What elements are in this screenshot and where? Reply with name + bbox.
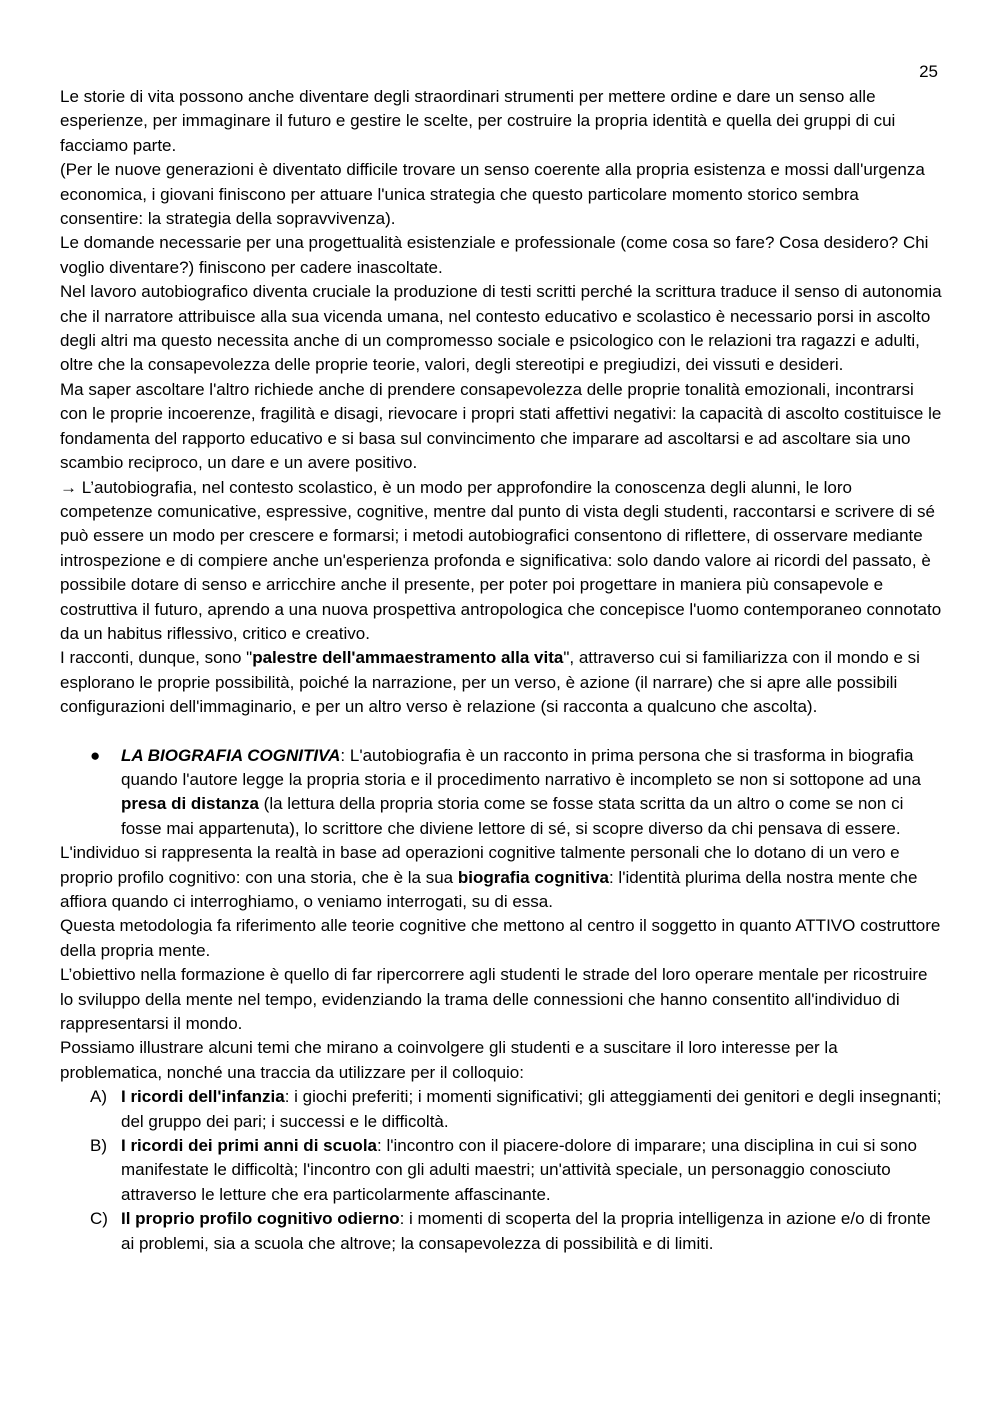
theme-item-b (60, 1134, 942, 1207)
theme-text: : i giochi preferiti; i momenti significativi; gli atteggiamenti dei genitori e degli insegnanti; del gruppo dei pari; i successi e le difficoltà. (121, 1087, 942, 1131)
paragraph-metodologia: Questa metodologia fa riferimento alle teorie cognitive che mettono al centro il soggetto in quanto ATTIVO costruttore della propria mente. (60, 916, 941, 960)
paragraph-domande: Le domande necessarie per una progettualità esistenziale e professionale (come cosa so fare? Cosa desidero? Chi voglio diventare?) finiscono per cadere inascoltate. (60, 233, 929, 277)
paragraph-nuove-generazioni: (Per le nuove generazioni è diventato difficile trovare un senso coerente alla propria esistenza e mossi dall'urgenza economica, i giovani finiscono per attuare l'unica strategia che questo particolare momento storico sembra consentire: la strategia della sopravvivenza). (60, 160, 925, 229)
theme-marker: C) (90, 1209, 108, 1229)
individuo-text-after: : l'identità plurima della nostra mente che affiora quando ci interroghiamo, o veniamo interrogati, su di essa. (60, 867, 918, 911)
theme-item-c (60, 1207, 942, 1256)
bullet-title: LA BIOGRAFIA COGNITIVA (121, 745, 341, 765)
racconti-text-after: ", attraverso cui si familiarizza con il mondo e si esplorano le proprie possibilità, poiché la narrazione, per un verso, è azione (il narrare) che si apre alle possibili configurazioni dell'immaginario, e per un altro verso è relazione (si racconta a qualcuno che ascolta). (60, 648, 920, 717)
bullet-list (60, 744, 942, 842)
themes-list (60, 1085, 942, 1256)
theme-title: I ricordi dell'infanzia (121, 1087, 285, 1107)
theme-marker: A) (90, 1087, 107, 1107)
paragraph-lavoro-autobiografico: Nel lavoro autobiografico diventa cruciale la produzione di testi scritti perché la scrittura traduce il senso di autonomia che il narratore attribuisce alla sua vicenda umana, nel contesto educativo e scolastico è necessario porsi in ascolto degli altri ma questo necessita anche di un compromesso sociale e psicologico con le relazioni tra ragazzi e adulti, oltre che la consapevolezza delle proprie teorie, valori, degli stereotipi e pregiudizi, dei vissuti e desideri. (60, 282, 942, 375)
theme-item-a (60, 1085, 942, 1134)
theme-title: I ricordi dei primi anni di scuola (121, 1136, 377, 1156)
paragraph-temi: Possiamo illustrare alcuni temi che mirano a coinvolgere gli studenti e a suscitare il loro interesse per la problematica, nonché una traccia da utilizzare per il colloquio: (60, 1038, 838, 1082)
bullet-bold: presa di distanza (121, 794, 259, 814)
paragraph-racconti (60, 646, 942, 719)
bullet-text-2: (la lettura della propria storia come se fosse stata scritta da un altro o come se non ci fosse mai appartenuta), lo scrittore che diviene lettore di sé, si scopre diverso da chi pensava di essere. (121, 794, 904, 838)
theme-text: : i momenti di scoperta del la propria intelligenza in azione e/o di fronte ai problemi, sia a scuola che altrove; la consapevolezza di possibilità e di limiti. (121, 1209, 931, 1253)
paragraph-autobiografia-scolastica: → L’autobiografia, nel contesto scolastico, è un modo per approfondire la conoscenza degli alunni, le loro competenze comunicative, espressive, cognitive, mentre dal punto di vista degli studenti, raccontarsi e scrivere di sé può essere un modo per crescere e formarsi; i metodi autobiografici consentono di riflettere, di osservare mediante introspezione e di compiere anche un'esperienza profonda e significativa: solo dando valore ai ricordi del passato, è possibile dotare di senso e arricchire anche il presente, per poter poi progettare in maniera più consapevole e costruttiva il futuro, aprendo a una nuova prospettiva antropologica che concepisce l'uomo contemporaneo connotato da un habitus riflessivo, critico e creativo. (60, 477, 942, 643)
paragraph-storie-di-vita: Le storie di vita possono anche diventare degli straordinari strumenti per mettere ordine e dare un senso alle esperienze, per immaginare il futuro e gestire le scelte, per costruire la propria identità e quella dei gruppi di cui facciamo parte. (60, 87, 896, 155)
theme-marker: B) (90, 1136, 107, 1156)
paragraph-individuo (60, 841, 942, 914)
blank-line (60, 720, 942, 744)
racconti-text-before: I racconti, dunque, sono " (60, 648, 253, 668)
individuo-bold: biografia cognitiva (457, 867, 609, 887)
racconti-bold: palestre dell'ammaestramento alla vita (252, 648, 564, 668)
page-number: 25 (919, 62, 938, 81)
individuo-text-before: L'individuo si rappresenta la realtà in base ad operazioni cognitive talmente personali che lo dotano di un vero e proprio profilo cognitivo: con una storia, che è la sua (60, 843, 900, 887)
bullet-icon: ● (90, 745, 101, 765)
theme-title: Il proprio profilo cognitivo odierno (121, 1209, 400, 1229)
document-body (60, 85, 942, 1256)
bullet-item-biografia-cognitiva (60, 744, 942, 842)
paragraph-saper-ascoltare: Ma saper ascoltare l'altro richiede anche di prendere consapevolezza delle proprie tonalità emozionali, incontrarsi con le proprie incoerenze, fragilità e disagi, rievocare i propri stati affettivi negativi: la capacità di ascolto costituisce le fondamenta del rapporto educativo e si basa sul convincimento che imparare ad ascoltarsi e ad ascoltare sia uno scambio reciproco, un dare e un avere positivo. (60, 379, 942, 473)
theme-text: : l'incontro con il piacere-dolore di imparare; una disciplina in cui si sono manifestate le difficoltà; l'incontro con gli adulti maestri; un'attività speciale, un personaggio conosciuto attraverso le letture che era particolarmente affascinante. (121, 1136, 917, 1204)
bullet-text-1: : L'autobiografia è un racconto in prima persona che si trasforma in biografia quando l'autore legge la propria storia e il procedimento narrativo è incompleto se non si sottopone ad una (121, 745, 921, 789)
paragraph-obiettivo: L’obiettivo nella formazione è quello di far ripercorrere agli studenti le strade del loro operare mentale per ricostruire lo sviluppo della mente nel tempo, evidenziando la trama delle connessioni che hanno consentito all'individuo di rappresentarsi il mondo. (60, 965, 928, 1034)
